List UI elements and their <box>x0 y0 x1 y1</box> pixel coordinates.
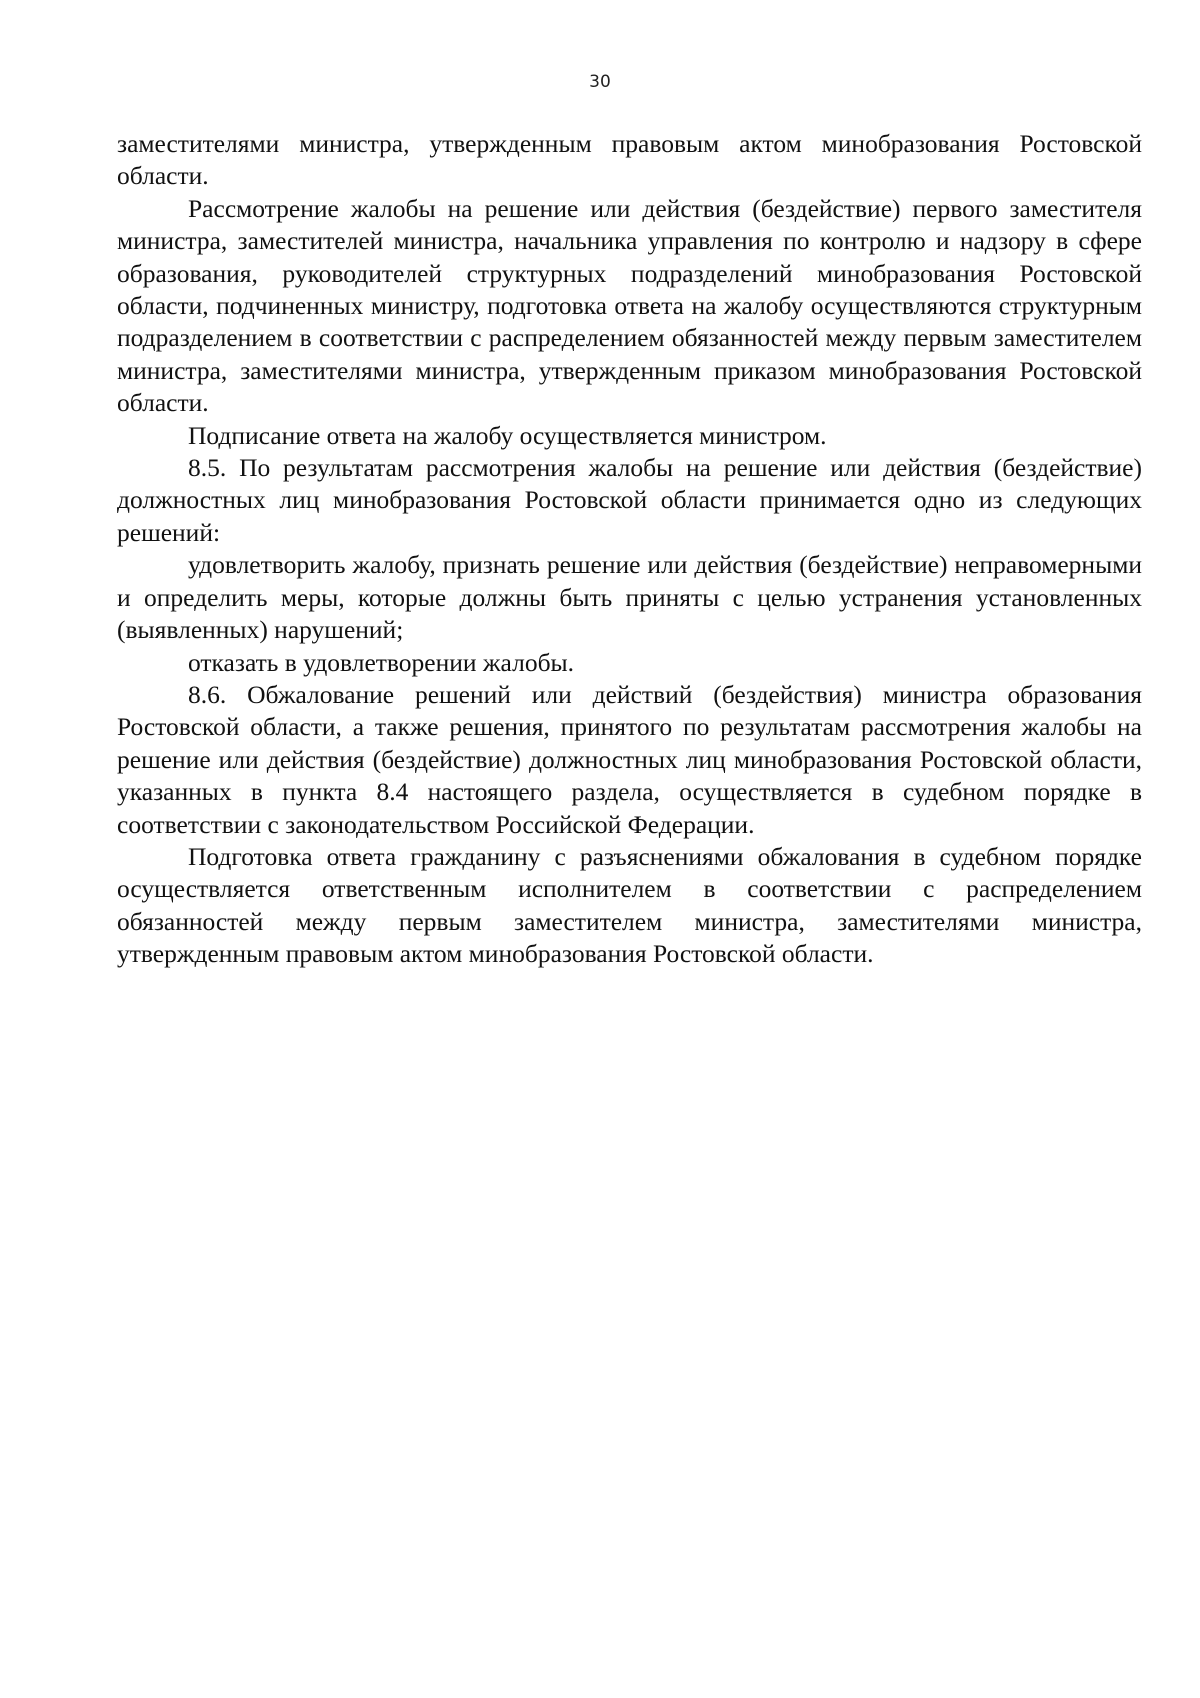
paragraph-decision-satisfy: удовлетворить жалобу, признать решение или действия (бездействие) неправомерными и определить меры, которые должны быть приняты с целью устранения установленных (выявленных) нарушений; <box>117 550 1142 645</box>
page-number: 30 <box>589 72 611 92</box>
paragraph-response-preparation: Подготовка ответа гражданину с разъяснениями обжалования в судебном порядке осуществляется ответственным исполнителем в соответствии с распределением обязанностей между первым заместителем министра, заместителями министра, утвержденным правовым актом минобразования Ростовской области. <box>117 841 1142 969</box>
paragraph-8-6: 8.6. Обжалование решений или действий (бездействия) министра образования Ростовской области, а также решения, принятого по результатам рассмотрения жалобы на решение или действия (бездействие) должностных лиц минобразования Ростовской области, указанных в пункта 8.4 настоящего раздела, осуществляется в судебном порядке в соответствии с законодательством Российской Федерации. <box>117 679 1142 839</box>
paragraph-signing: Подписание ответа на жалобу осуществляется министром. <box>188 420 827 450</box>
paragraph-complaint-review: Рассмотрение жалобы на решение или действия (бездействие) первого заместителя министра, заместителей министра, начальника управления по контролю и надзору в сфере образования, руководителей структурных подразделений минобразования Ростовской области, подчиненных министру, подготовка ответа на жалобу осуществляются структурным подразделением в соответствии с распределением обязанностей между первым заместителем министра, заместителями министра, утвержденным приказом минобразования Ростовской области. <box>117 193 1142 418</box>
paragraph-decision-refuse: отказать в удовлетворении жалобы. <box>188 647 575 677</box>
paragraph-8-5: 8.5. По результатам рассмотрения жалобы на решение или действия (бездействие) должностных лиц минобразования Ростовской области принимается одно из следующих решений: <box>117 453 1142 547</box>
paragraph-continuation: заместителями министра, утвержденным правовым актом минобразования Ростовской области. <box>117 129 1142 191</box>
document-body <box>117 128 1142 971</box>
